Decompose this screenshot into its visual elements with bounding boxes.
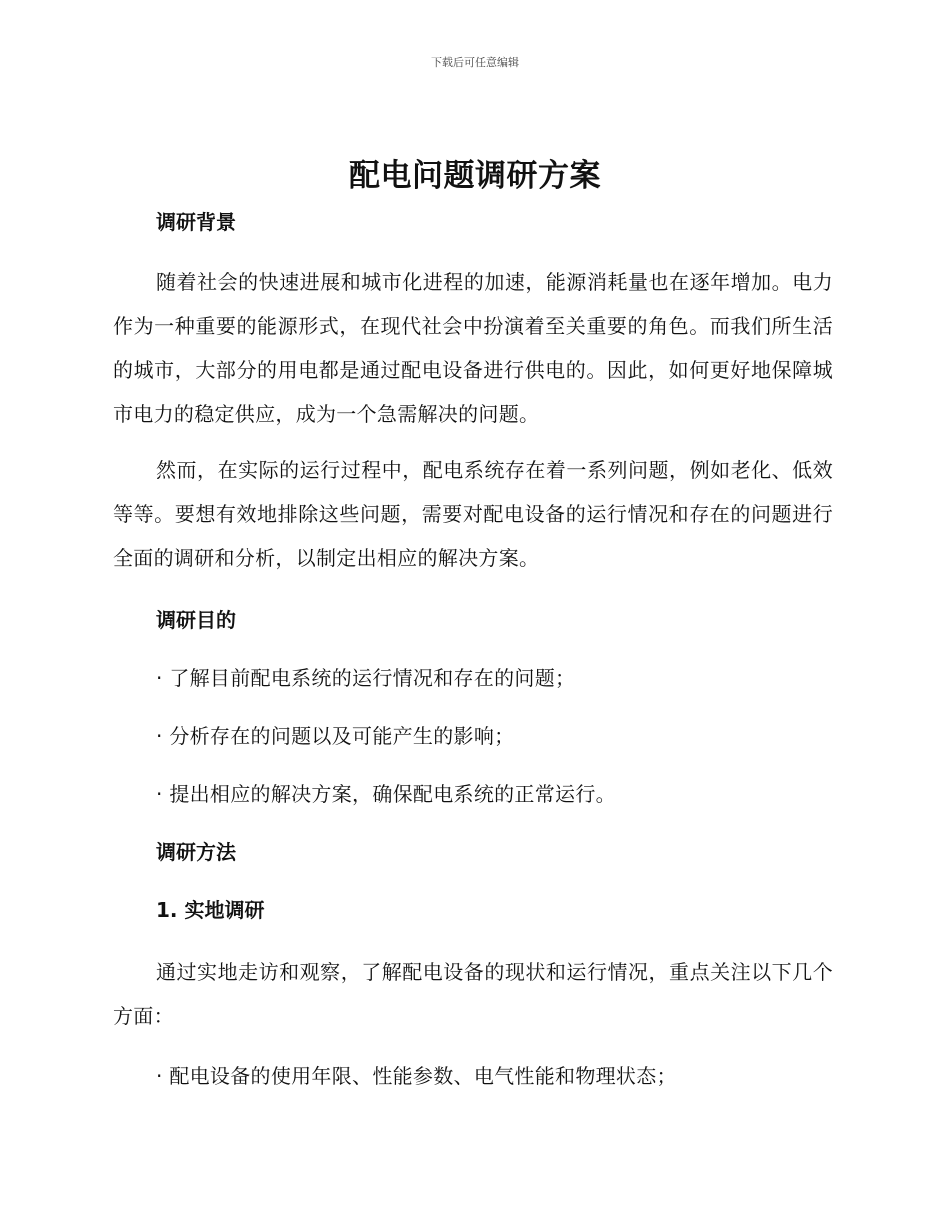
document-title: 配电问题调研方案 [349, 158, 601, 194]
purpose-item-3: · 提出相应的解决方案，确保配电系统的正常运行。 [156, 782, 616, 806]
method-paragraph: 通过实地走访和观察，了解配电设备的现状和运行情况，重点关注以下几个方面： [113, 960, 833, 1028]
background-paragraph-1: 随着社会的快速进展和城市化进程的加速，能源消耗量也在逐年增加。电力作为一种重要的能源形式，在现代社会中扮演着至关重要的角色。而我们所生活的城市，大部分的用电都是通过配电设备进行供电的。因此，如何更好地保障城市电力的稳定供应，成为一个急需解决的问题。 [113, 270, 833, 426]
background-paragraph-2: 然而，在实际的运行过程中，配电系统存在着一系列问题，例如老化、低效等等。要想有效地排除这些问题，需要对配电设备的运行情况和存在的问题进行全面的调研和分析，以制定出相应的解决方案。 [113, 458, 833, 570]
section-heading-method: 调研方法 [156, 840, 236, 864]
method-item-1: · 配电设备的使用年限、性能参数、电气性能和物理状态； [156, 1064, 677, 1088]
subheading-field-research: 1. 实地调研 [156, 898, 265, 922]
purpose-item-2: · 分析存在的问题以及可能产生的影响； [156, 724, 515, 748]
section-heading-background: 调研背景 [156, 210, 236, 234]
document-body [113, 204, 833, 1094]
section-heading-purpose: 调研目的 [156, 608, 236, 632]
page-header-note: 下载后可任意编辑 [431, 56, 519, 69]
purpose-item-1: · 了解目前配电系统的运行情况和存在的问题； [156, 666, 576, 690]
